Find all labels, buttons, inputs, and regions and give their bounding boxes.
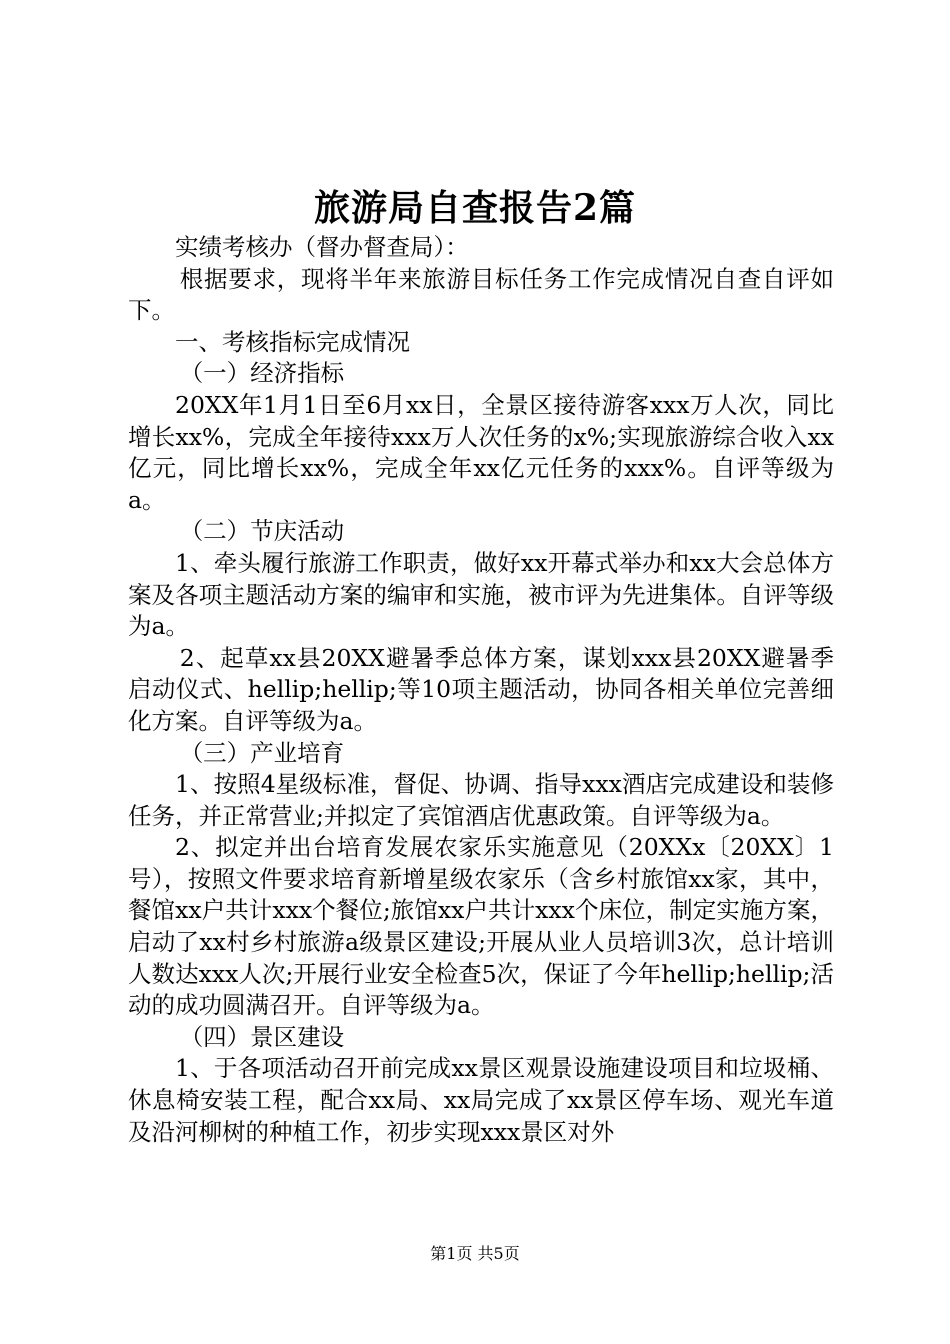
heading-festival-activities: （二）节庆活动	[179, 517, 345, 546]
heading-section-1: 一、考核指标完成情况	[175, 327, 410, 356]
paragraph-economic: 20XX年1月1日至6月xx日，全景区接待游客xxx万人次，同比增长xx%，完成全年接待xxx万人次任务的x%;实现旅游综合收入xx亿元，同比增长xx%，完成全年xx亿元任务的xxx%。自评等级为a。	[128, 390, 834, 514]
paragraph-salutation: 实绩考核办（督办督查局）：	[175, 233, 469, 261]
heading-economic-indicators: （一）经济指标	[179, 359, 345, 388]
paragraph-scenic-1: 1、于各项活动召开前完成xx景区观景设施建设项目和垃圾桶、休息椅安装工程，配合xx局、xx局完成了xx景区停车场、观光车道及沿河柳树的种植工作，初步实现xxx景区对外	[128, 1054, 834, 1146]
paragraph-festival-1: 1、牵头履行旅游工作职责，做好xx开幕式举办和xx大会总体方案及各项主题活动方案的编审和实施，被市评为先进集体。自评等级为a。	[128, 548, 834, 641]
document-title: 旅游局自查报告2篇	[313, 187, 637, 229]
heading-scenic-construction: （四）景区建设	[179, 1022, 345, 1051]
heading-industry-cultivation: （三）产业培育	[179, 738, 345, 767]
page-footer: 第1页 共5页	[430, 1244, 520, 1263]
paragraph-industry-2: 2、拟定并出台培育发展农家乐实施意见（20XXx〔20XX〕1号），按照文件要求培育新增星级农家乐（含乡村旅馆xx家，其中，餐馆xx户共计xxx个餐位;旅馆xx户共计xxx个床位，制定实施方案，启动了xx村乡村旅游a级景区建设;开展从业人员培训3次，总计培训人数达xxx人次;开展行业安全检查5次，保证了今年hellip;hellip;活动的成功圆满召开。自评等级为a。	[128, 833, 834, 1020]
paragraph-festival-2: 2、起草xx县20XX避暑季总体方案，谋划xxx县20XX避暑季启动仪式、hellip;hellip;等10项主题活动，协同各相关单位完善细化方案。自评等级为a。	[128, 643, 834, 735]
document-body	[128, 232, 834, 1148]
paragraph-industry-1: 1、按照4星级标准，督促、协调、指导xxx酒店完成建设和装修任务，并正常营业;并拟定了宾馆酒店优惠政策。自评等级为a。	[128, 770, 834, 830]
paragraph-intro: 根据要求，现将半年来旅游目标任务工作完成情况自查自评如下。	[128, 264, 834, 325]
